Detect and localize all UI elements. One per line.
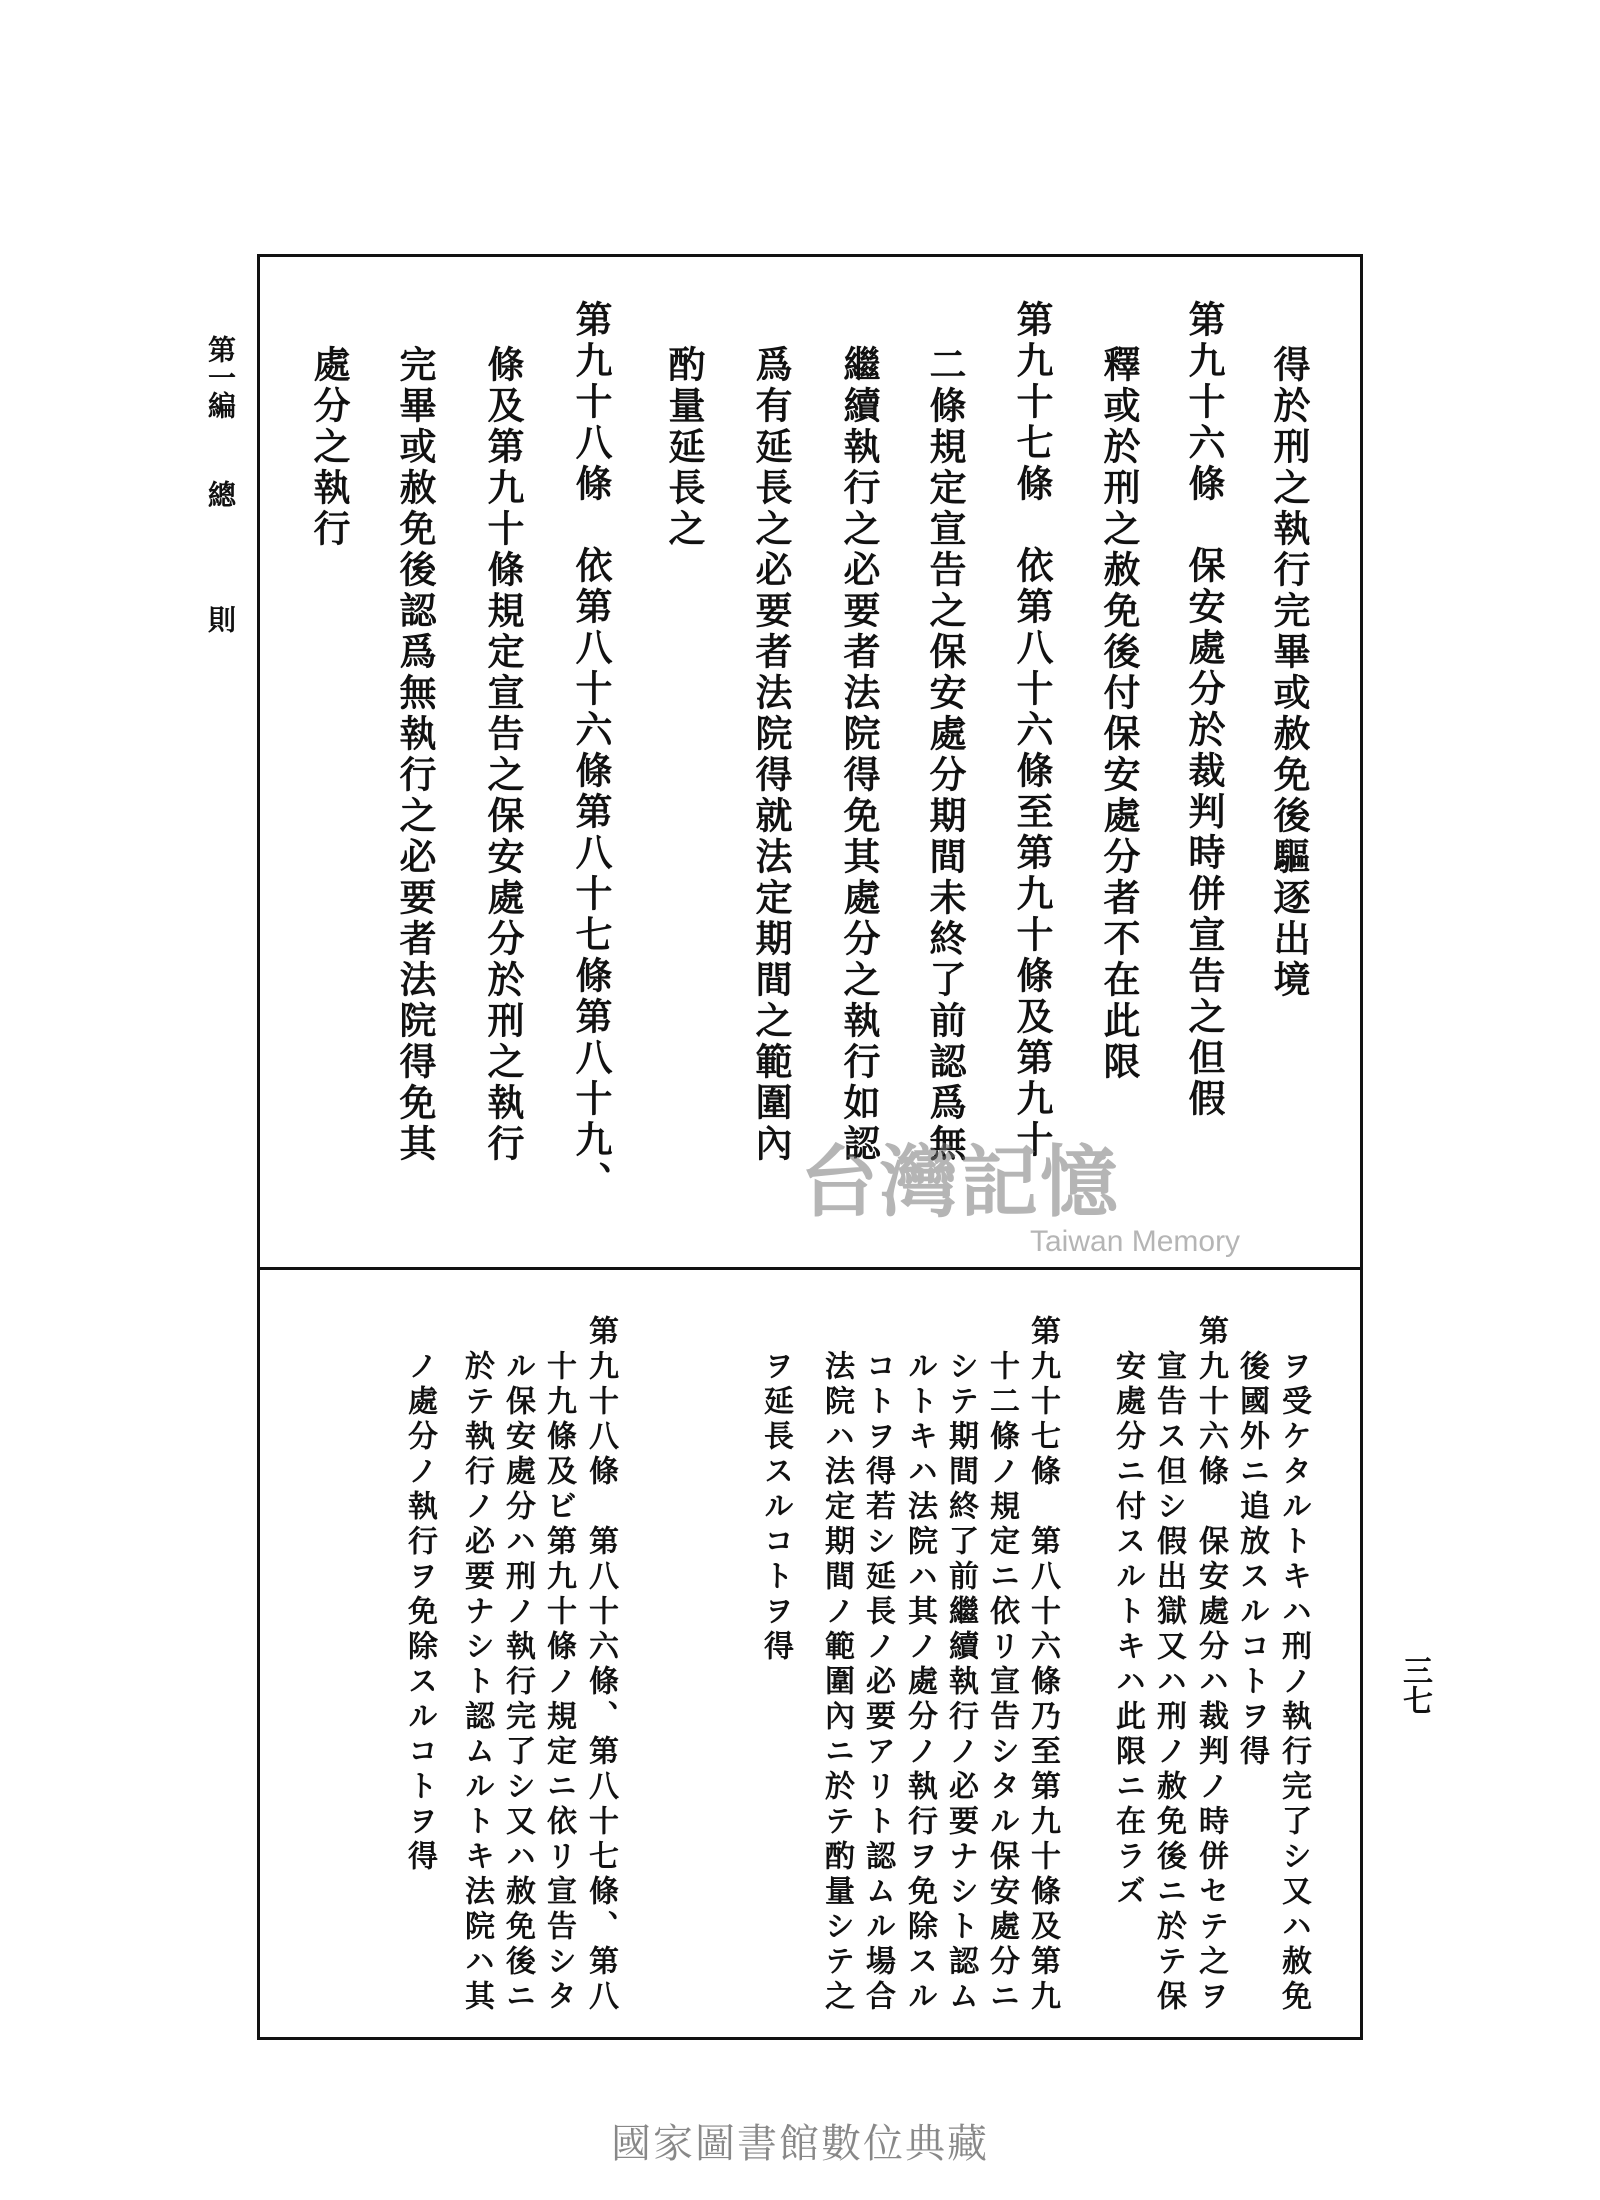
upper-column: 酌量延長之	[662, 345, 706, 550]
upper-column: 繼續執行之必要者法院得免其處分之執行如認	[837, 345, 881, 1165]
upper-column: 二條規定宣告之保安處分期間未終了前認爲無	[923, 345, 967, 1165]
lower-column: ルトキハ法院ハ其ノ處分ノ執行ヲ免除スル	[902, 1350, 937, 2015]
upper-column: 得於刑之執行完畢或赦免後驅逐出境	[1267, 345, 1311, 1001]
lower-column: 後國外ニ追放スルコトヲ得	[1234, 1350, 1269, 1770]
watermark-en: Taiwan Memory	[1030, 1225, 1241, 1258]
lower-column: 第九十六條 保安處分ハ裁判ノ時併セテ之ヲ	[1193, 1315, 1228, 2015]
footer-credit: 國家圖書館數位典藏	[611, 2121, 989, 2167]
page-number: 三七	[1397, 1655, 1432, 1715]
lower-column: 宣告ス但シ假出獄又ハ刑ノ赦免後ニ於テ保	[1151, 1350, 1186, 2015]
lower-column: 安處分ニ付スルトキハ此限ニ在ラズ	[1110, 1350, 1145, 1910]
lower-column: 十二條ノ規定ニ依リ宣告シタル保安處分ニ	[984, 1350, 1019, 2015]
upper-column: 釋或於刑之赦免後付保安處分者不在此限	[1097, 345, 1141, 1083]
upper-column: 第九十七條 依第八十六條至第九十條及第九十	[1010, 300, 1054, 1161]
upper-column: 爲有延長之必要者法院得就法定期間之範圍內	[749, 345, 793, 1165]
lower-column: 於テ執行ノ必要ナシト認ムルトキ法院ハ其	[459, 1350, 494, 2015]
lower-column: コトヲ得若シ延長ノ必要アリト認ムル場合	[860, 1350, 895, 2015]
lower-column: ヲ受ケタルトキハ刑ノ執行完了シ又ハ赦免	[1276, 1350, 1311, 2015]
lower-column: 第九十八條 第八十六條、第八十七條、第八	[583, 1315, 618, 2015]
lower-column: ノ處分ノ執行ヲ免除スルコトヲ得	[402, 1350, 437, 1875]
lower-column: シテ期間終了前繼續執行ノ必要ナシト認ム	[943, 1350, 978, 2015]
margin-part-label: 第一編	[204, 335, 237, 419]
lower-column: 法院ハ法定期間ノ範圍內ニ於テ酌量シテ之	[819, 1350, 854, 2015]
upper-column: 處分之執行	[307, 345, 351, 550]
margin-title-2: 則	[204, 605, 237, 633]
upper-column: 第九十八條 依第八十六條第八十七條第八十九、	[569, 300, 613, 1202]
lower-column: ル保安處分ハ刑ノ執行完了シ又ハ赦免後ニ	[500, 1350, 535, 2015]
upper-column: 第九十六條 保安處分於裁判時併宣告之但假	[1182, 300, 1226, 1120]
lower-column: ヲ延長スルコトヲ得	[758, 1350, 793, 1665]
watermark-zh: 台灣記憶	[800, 1137, 1121, 1228]
lower-column: 第九十七條 第八十六條乃至第九十條及第九	[1025, 1315, 1060, 2015]
margin-title-1: 總	[204, 480, 237, 508]
upper-column: 條及第九十條規定宣告之保安處分於刑之執行	[481, 345, 525, 1165]
lower-column: 十九條及ビ第九十條ノ規定ニ依リ宣告シタ	[541, 1350, 576, 2015]
upper-column: 完畢或赦免後認爲無執行之必要者法院得免其	[393, 345, 437, 1165]
section-divider	[257, 1267, 1363, 1270]
watermark-logo	[800, 1120, 1241, 1258]
